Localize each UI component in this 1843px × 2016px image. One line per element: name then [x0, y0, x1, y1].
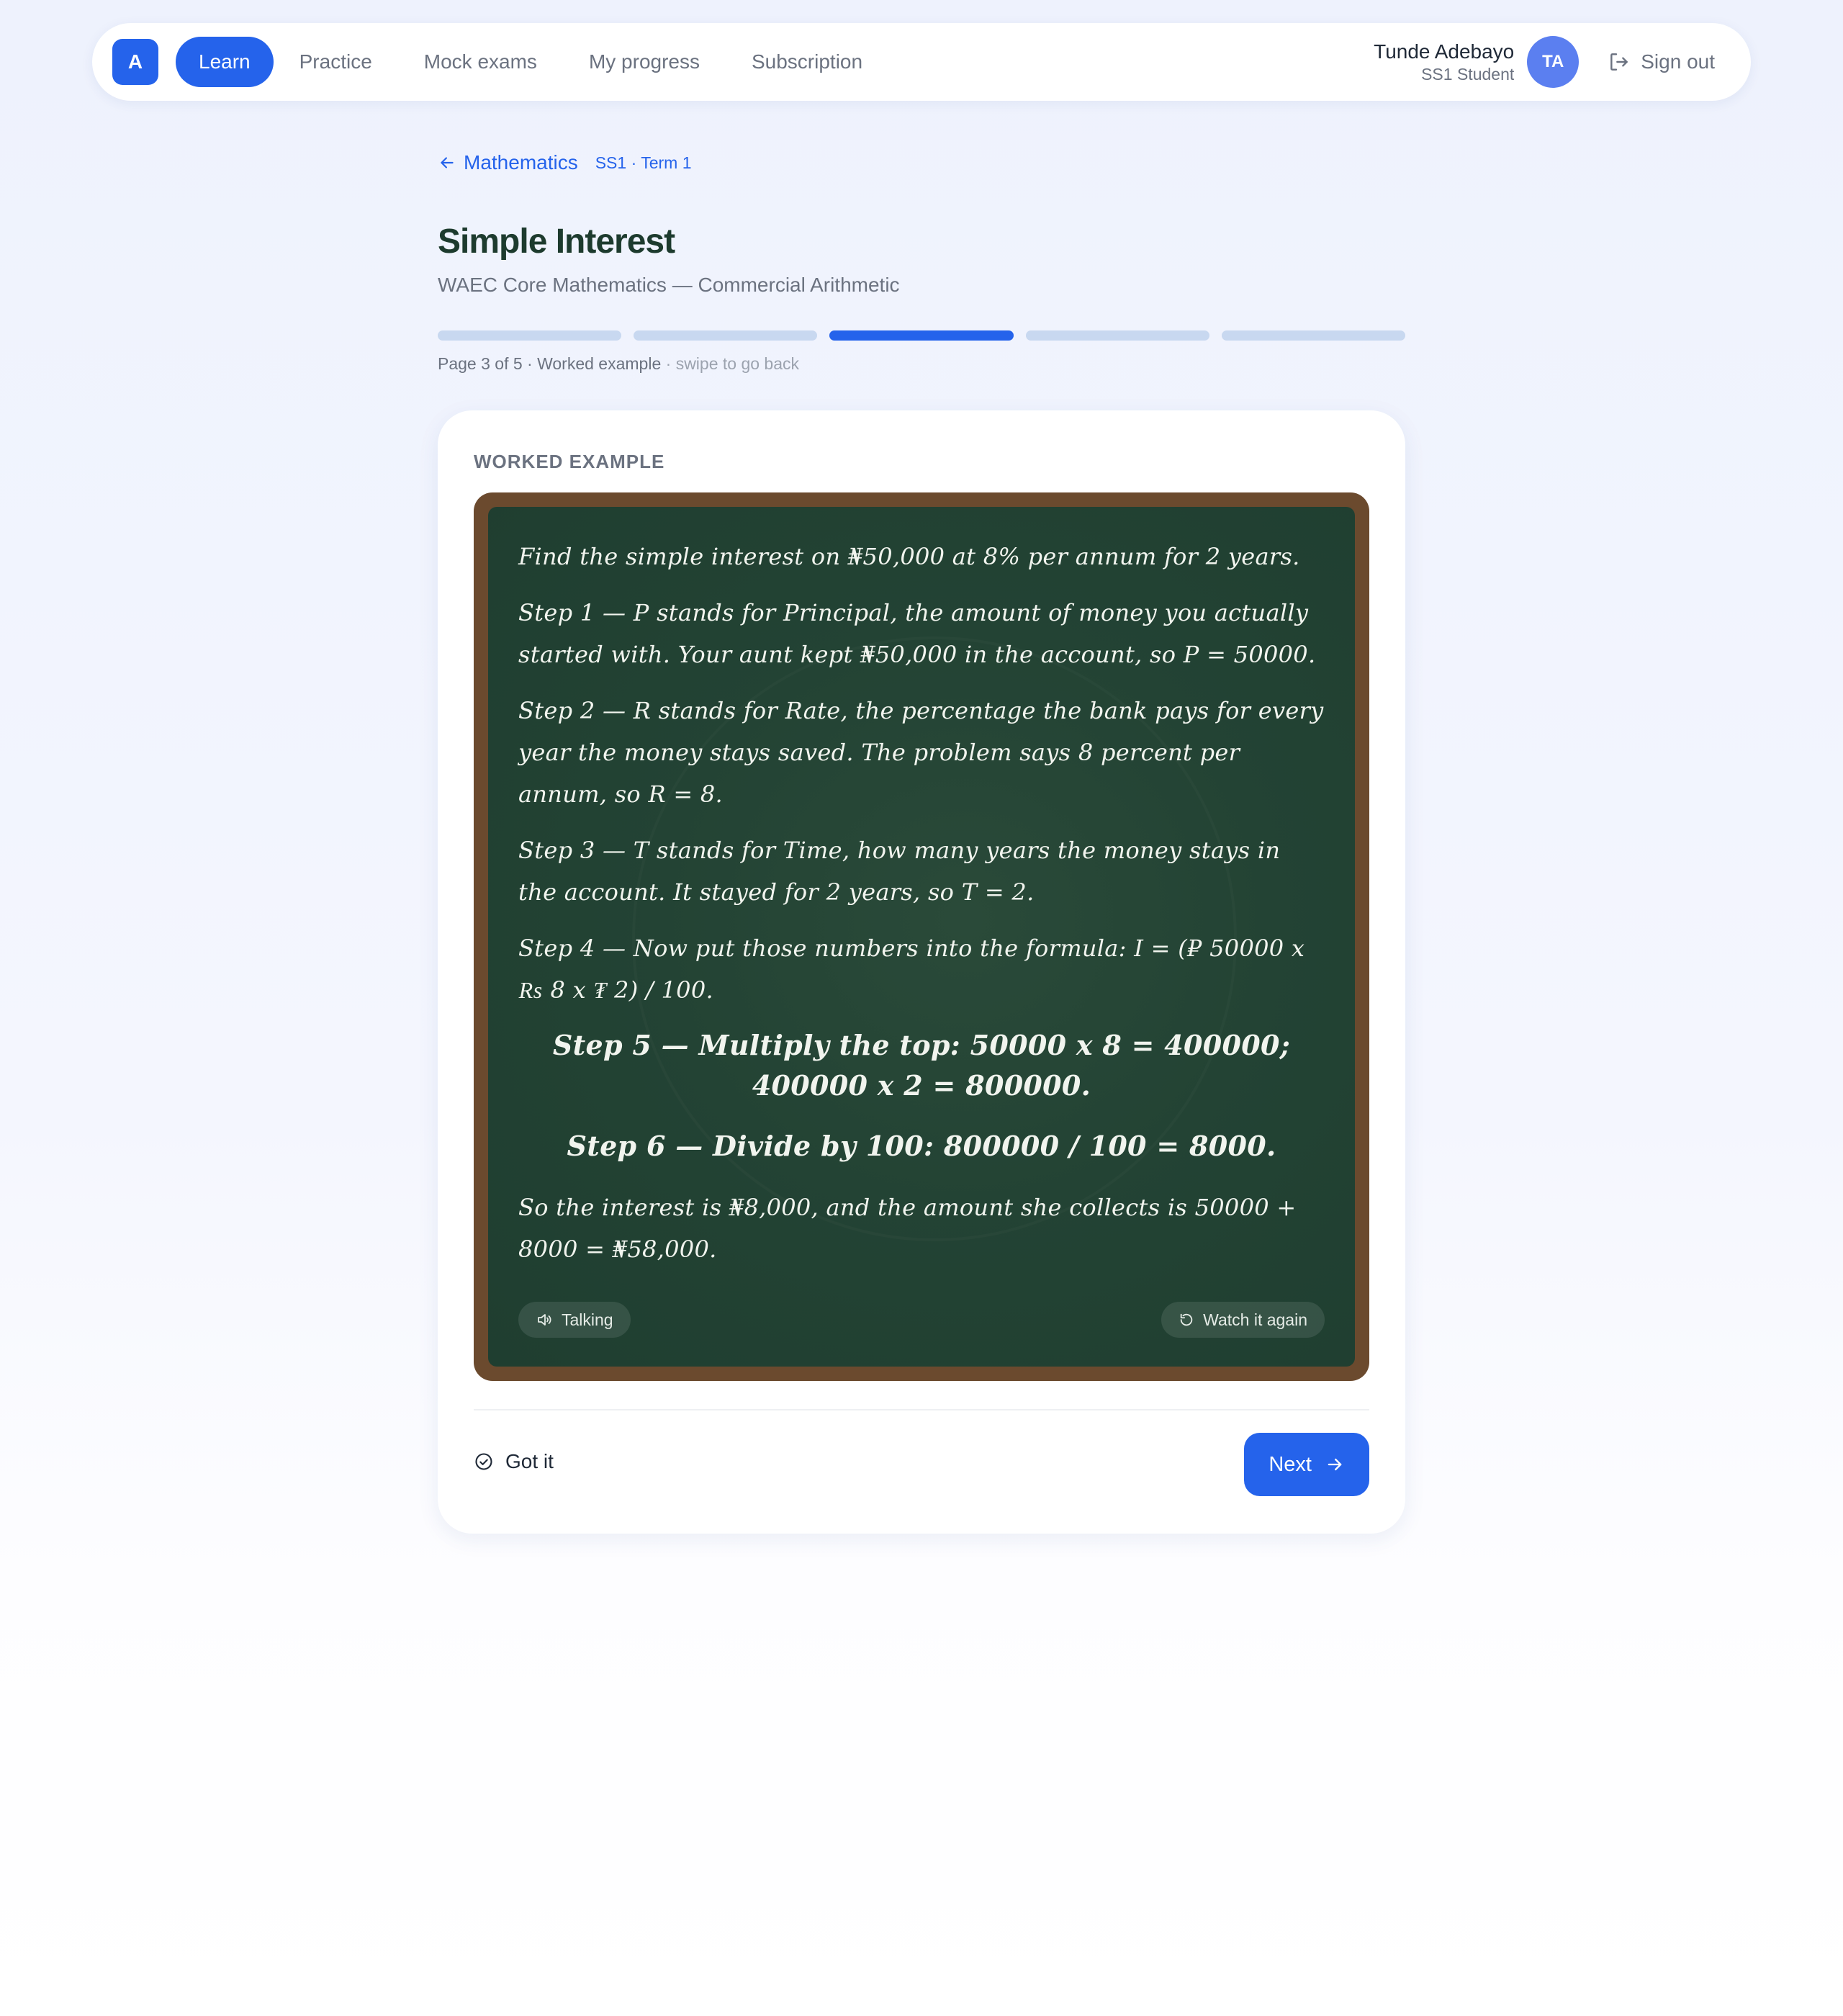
lesson-progress-bar: [438, 330, 1405, 341]
app-logo[interactable]: A: [112, 39, 158, 85]
user-info: [1374, 40, 1514, 84]
page-title: Simple Interest: [438, 222, 675, 261]
progress-segment: [829, 330, 1013, 341]
board-step: Step 5 — Multiply the top: 50000 x 8 = 400000; 400000 x 2 = 800000.: [552, 1029, 1291, 1102]
top-navigation: [92, 23, 1751, 101]
swipe-hint: · swipe to go back: [661, 354, 800, 373]
chalkboard-surface: [488, 507, 1355, 1367]
board-step: So the interest is ₦8,000, and the amount she collects is 50000 + 8000 = ₦58,000.: [518, 1194, 1297, 1263]
sign-out-button[interactable]: [1608, 50, 1715, 73]
got-it-label: Got it: [505, 1450, 554, 1472]
board-footer: [518, 1302, 1325, 1338]
got-it-button[interactable]: [474, 1450, 554, 1473]
board-step: Step 4 — Now put those numbers into the formula: I = (₽ 50000 x ₨ 8 x ₮ 2) / 100.: [518, 935, 1305, 1004]
progress-segment: [438, 330, 621, 341]
class-term-label: SS1 · Term 1: [595, 153, 692, 172]
nav-my-progress[interactable]: My progress: [588, 50, 700, 73]
card-divider: [474, 1409, 1369, 1410]
user-name: Tunde Adebayo: [1374, 40, 1515, 63]
board-step: Step 6 — Divide by 100: 800000 / 100 = 8000.: [567, 1130, 1276, 1162]
board-step: Step 3 — T stands for Time, how many years the money stays in the account. It stayed for 2 years, so T = 2.: [518, 837, 1281, 906]
arrow-left-icon: [438, 153, 456, 172]
back-to-subject-link[interactable]: [438, 151, 578, 174]
check-circle-icon: [474, 1452, 494, 1472]
sign-out-label: Sign out: [1641, 50, 1715, 73]
watch-again-button[interactable]: [1161, 1302, 1325, 1338]
board-step: Step 2 — R stands for Rate, the percentage the bank pays for every year the money stays saved. The problem says 8 percent per annum, so R = 8.: [518, 697, 1324, 808]
lesson-card: [438, 410, 1405, 1534]
progress-segment: [634, 330, 817, 341]
subject-label: Mathematics: [464, 151, 578, 174]
sign-out-icon: [1608, 50, 1631, 73]
next-label: Next: [1269, 1452, 1312, 1476]
audio-status-pill[interactable]: [518, 1302, 631, 1338]
watch-again-label: Watch it again: [1203, 1310, 1307, 1329]
nav-links: [176, 37, 888, 87]
arrow-right-icon: [1325, 1454, 1345, 1475]
nav-mock-exams[interactable]: Mock exams: [423, 50, 537, 73]
avatar[interactable]: TA: [1527, 36, 1579, 88]
audio-status-label: Talking: [562, 1310, 613, 1329]
speaker-icon: [536, 1311, 553, 1328]
breadcrumb: [438, 151, 692, 174]
nav-subscription[interactable]: Subscription: [751, 50, 863, 73]
chalkboard: [474, 492, 1369, 1381]
board-step: Step 1 — P stands for Principal, the amount of money you actually started with. Your aunt kept ₦50,000 in the account, so P = 50000.: [518, 599, 1316, 668]
nav-learn[interactable]: Learn: [176, 37, 274, 87]
nav-practice[interactable]: Practice: [299, 50, 372, 73]
board-problem-statement: Find the simple interest on ₦50,000 at 8% per annum for 2 years.: [518, 543, 1300, 570]
progress-segment: [1026, 330, 1209, 341]
progress-segment: [1222, 330, 1405, 341]
board-lines: [518, 536, 1325, 1270]
user-role: SS1 Student: [1421, 65, 1515, 84]
next-button[interactable]: [1244, 1433, 1369, 1496]
card-label: WORKED EXAMPLE: [474, 451, 665, 472]
page-subtitle: WAEC Core Mathematics — Commercial Arithmetic: [438, 274, 900, 296]
page-indicator: Page 3 of 5 · Worked example: [438, 354, 662, 373]
replay-icon: [1179, 1312, 1194, 1328]
progress-caption: [438, 354, 799, 374]
